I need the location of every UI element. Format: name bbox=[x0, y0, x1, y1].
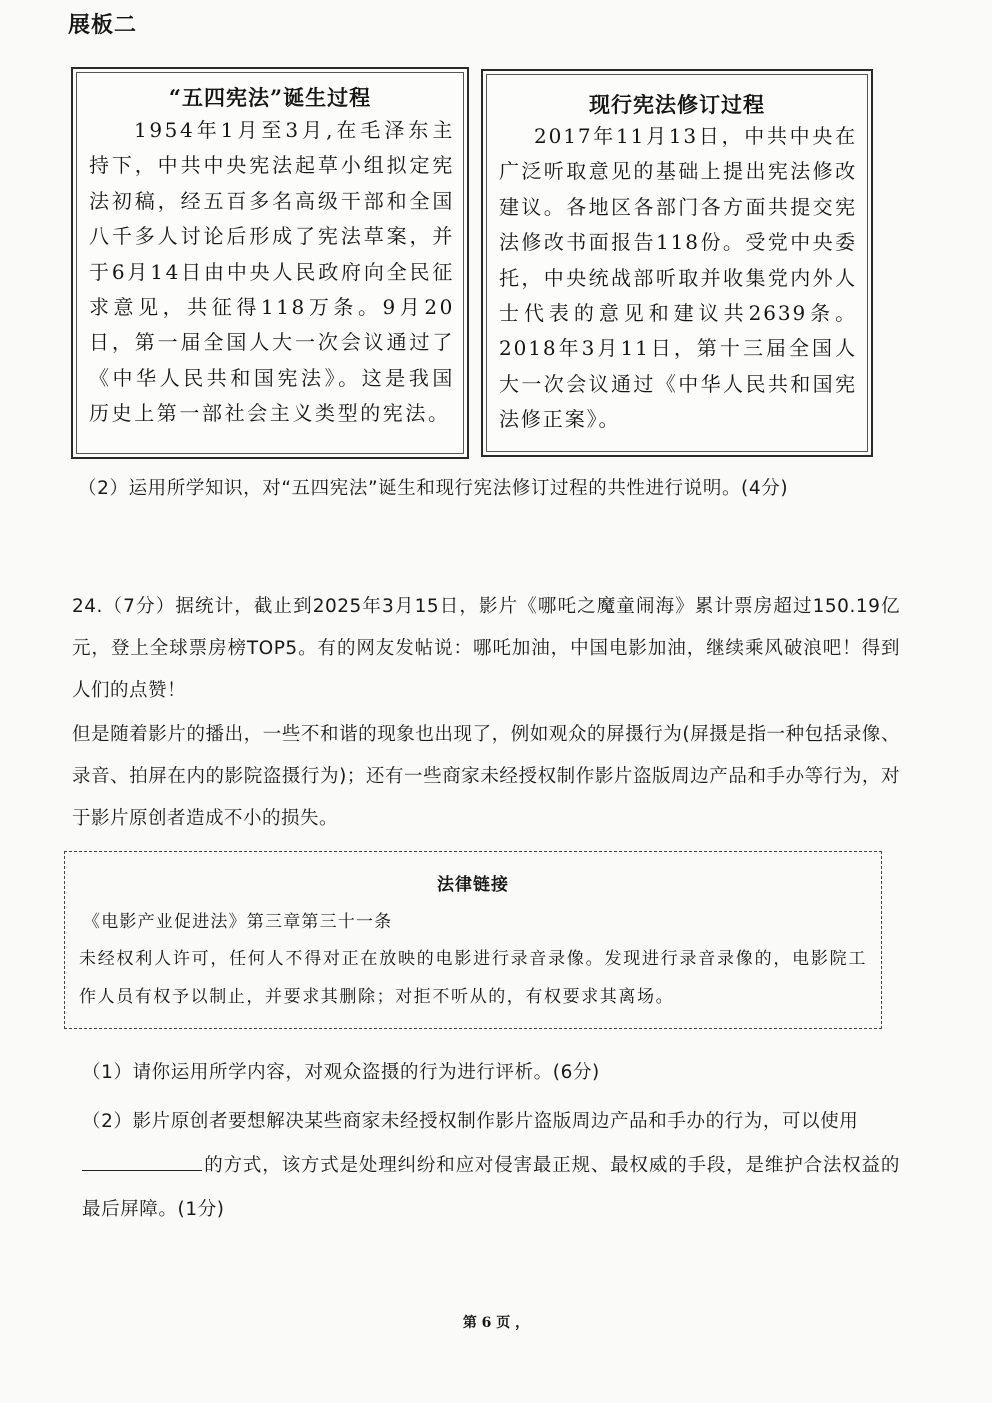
question-24-intro: 24.（7分）据统计，截止到2025年3月15日，影片《哪吒之魔童闹海》累计票房超过150.19亿元，登上全球票房榜TOP5。有的网友发帖说：哪吒加油，中国电影加油，继续乘风破浪吧！得到人们的点赞！ bbox=[72, 596, 900, 701]
wusi-box-body: 1954年1月至3月,在毛泽东主持下，中共中央宪法起草小组拟定宪法初稿，经五百多名高级干部和全国八千多人讨论后形成了宪法草案，并于6月14日由中央人民政府向全民征求意见，共征得118万条。9月20日，第一届全国人大一次会议通过了《中华人民共和国宪法》。这是我国历史上第一部社会主义类型的宪法。 bbox=[89, 118, 455, 426]
current-box-title: 现行宪法修订过程 bbox=[589, 92, 765, 117]
current-box-body: 2017年11月13日，中共中央在广泛听取意见的基础上提出宪法修改建议。各地区各部门各方面共提交宪法修改书面报告118份。受党中央委托，中央统战部听取并收集党内外人士代表的意见和建议共2639条。2018年3月11日，第十三届全国人大一次会议通过《中华人民共和国宪法修正案》。 bbox=[499, 124, 857, 432]
current-constitution-box bbox=[481, 69, 873, 457]
law-link-source: 《电影产业促进法》第三章第三十一条 bbox=[83, 912, 393, 932]
wusi-box-title: “五四宪法”诞生过程 bbox=[168, 85, 372, 110]
law-link-title: 法律链接 bbox=[437, 875, 509, 895]
page-number: 第 6 页 ， bbox=[462, 1315, 530, 1331]
answer-blank[interactable] bbox=[82, 1152, 202, 1171]
question-24-2-suffix: 的方式，该方式是处理纠纷和应对侵害最正规、最权威的手段，是维护合法权益的最后屏障。(1分) bbox=[82, 1155, 900, 1220]
question-23-2: （2）运用所学知识，对“五四宪法”诞生和现行宪法修订过程的共性进行说明。(4分) bbox=[78, 478, 789, 499]
question-24-1: （1）请你运用所学内容，对观众盗摄的行为进行评析。(6分) bbox=[82, 1062, 600, 1083]
question-24-2-prefix: （2）影片原创者要想解决某些商家未经授权制作影片盗版周边产品和手办的行为，可以使用 bbox=[82, 1111, 859, 1132]
law-link-box bbox=[64, 851, 882, 1029]
wusi-constitution-box bbox=[71, 67, 469, 459]
question-24-2 bbox=[82, 1100, 900, 1232]
board-title: 展板二 bbox=[68, 12, 138, 38]
question-24-paragraph: 但是随着影片的播出，一些不和谐的现象也出现了，例如观众的屏摄行为(屏摄是指一种包括录像、录音、拍屏在内的影院盗摄行为)；还有一些商家未经授权制作影片盗版周边产品和手办等行为，对于影片原创者造成不小的损失。 bbox=[72, 724, 900, 829]
law-link-text: 未经权利人许可，任何人不得对正在放映的电影进行录音录像。发现进行录音录像的，电影院工作人员有权予以制止，并要求其删除；对拒不听从的，有权要求其离场。 bbox=[79, 949, 867, 1007]
